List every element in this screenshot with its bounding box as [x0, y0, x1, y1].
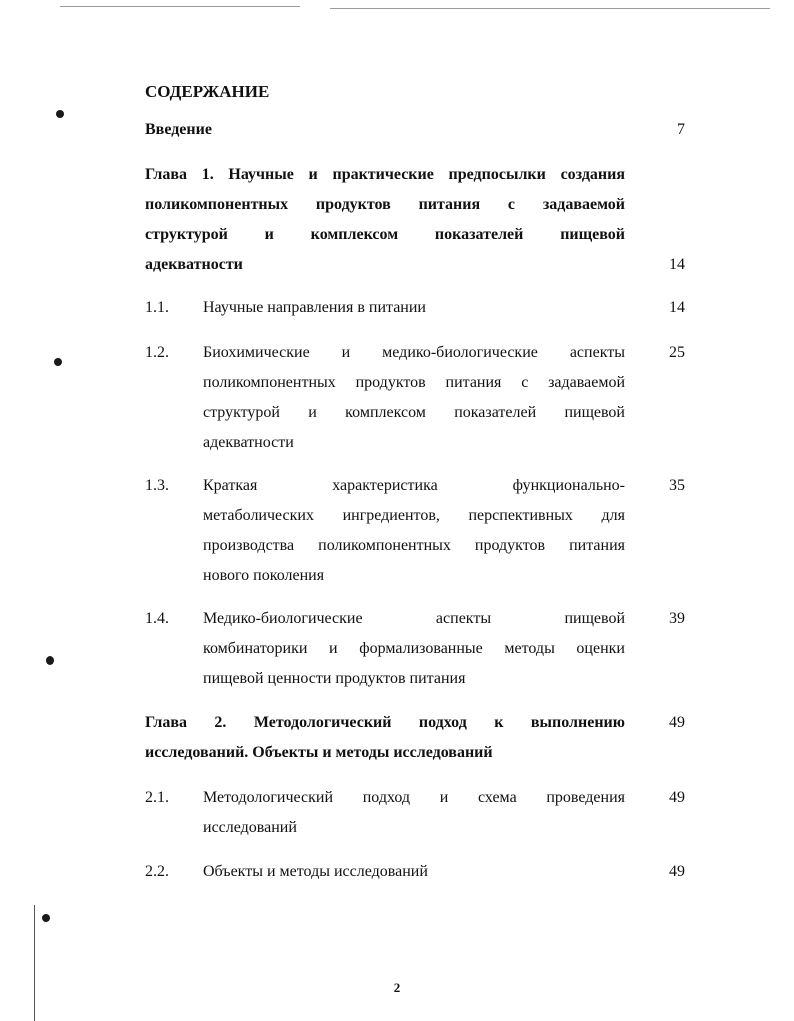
toc-entry-line: метаболических ингредиентов, перспективных для: [203, 507, 625, 524]
page-number: 2: [393, 980, 401, 995]
toc-entry-line: Медико-биологические аспекты пищевой: [203, 610, 625, 627]
scan-speck: [56, 110, 64, 118]
toc-entry-line: Глава 2. Методологический подход к выполнению: [145, 714, 625, 731]
toc-entry-2-2: [145, 857, 685, 887]
toc-entry-line: исследований. Объекты и методы исследований: [145, 744, 493, 761]
scan-top-line: [60, 6, 300, 7]
scan-speck: [42, 914, 50, 922]
toc-page-number: 35: [669, 477, 685, 494]
toc-entry-line: Биохимические и медико-биологические аспекты: [203, 344, 625, 361]
toc-page-number: 39: [669, 610, 685, 627]
scan-speck: [46, 656, 54, 665]
toc-entry-line: структурой и комплексом показателей пищевой: [203, 404, 625, 421]
toc-entry-line: комбинаторики и формализованные методы оценки: [203, 640, 625, 657]
toc-entry-line: адекватности: [203, 434, 294, 451]
scan-top-line: [330, 8, 770, 9]
toc-section-number: 2.1.: [145, 789, 169, 806]
toc-entry-line: исследований: [203, 819, 297, 836]
toc-page-number: 49: [669, 714, 685, 731]
toc-title: СОДЕРЖАНИЕ: [145, 82, 270, 101]
toc-entry-line: Методологический подход и схема проведения: [203, 789, 625, 806]
toc-section-number: 2.2.: [145, 863, 169, 880]
toc-section-number: 1.1.: [145, 299, 169, 316]
scan-speck: [54, 358, 62, 366]
toc-section-number: 1.3.: [145, 477, 169, 494]
toc-page-number: 49: [669, 863, 685, 880]
toc-page-number: 7: [677, 121, 685, 138]
toc-entry-2-1: [145, 783, 685, 843]
toc-entry-line: поликомпонентных продуктов питания с задаваемой: [203, 374, 625, 391]
toc-entry-1-1: [145, 293, 685, 323]
toc-entry-line: структурой и комплексом показателей пищевой: [145, 226, 625, 243]
toc-entry-introduction: [145, 115, 685, 145]
scan-edge-line: [34, 905, 35, 1021]
toc-entry-line: производства поликомпонентных продуктов питания: [203, 537, 625, 554]
toc-entry-1-4: [145, 604, 685, 694]
toc-entry-line: адекватности: [145, 256, 243, 273]
toc-entry-label: Введение: [145, 121, 212, 138]
toc-entry-line: Глава 1. Научные и практические предпосылки создания: [145, 166, 625, 183]
toc-page-number: 49: [669, 789, 685, 806]
toc-entry-line: поликомпонентных продуктов питания с задаваемой: [145, 196, 625, 213]
toc-entry-chapter-1: [145, 160, 685, 280]
toc-page-number: 25: [669, 344, 685, 361]
toc-entry-line: пищевой ценности продуктов питания: [203, 670, 466, 687]
toc-entry-line: Научные направления в питании: [203, 299, 426, 316]
toc-entry-1-3: [145, 471, 685, 591]
toc-page-number: 14: [669, 256, 685, 273]
toc-entry-1-2: [145, 338, 685, 458]
toc-entry-line: Краткая характеристика функционально-: [203, 477, 625, 494]
toc-entry-chapter-2: [145, 708, 685, 768]
toc-section-number: 1.4.: [145, 610, 169, 627]
toc-entry-line: Объекты и методы исследований: [203, 863, 428, 880]
toc-entry-line: нового поколения: [203, 567, 325, 584]
toc-section-number: 1.2.: [145, 344, 169, 361]
toc-page-number: 14: [669, 299, 685, 316]
